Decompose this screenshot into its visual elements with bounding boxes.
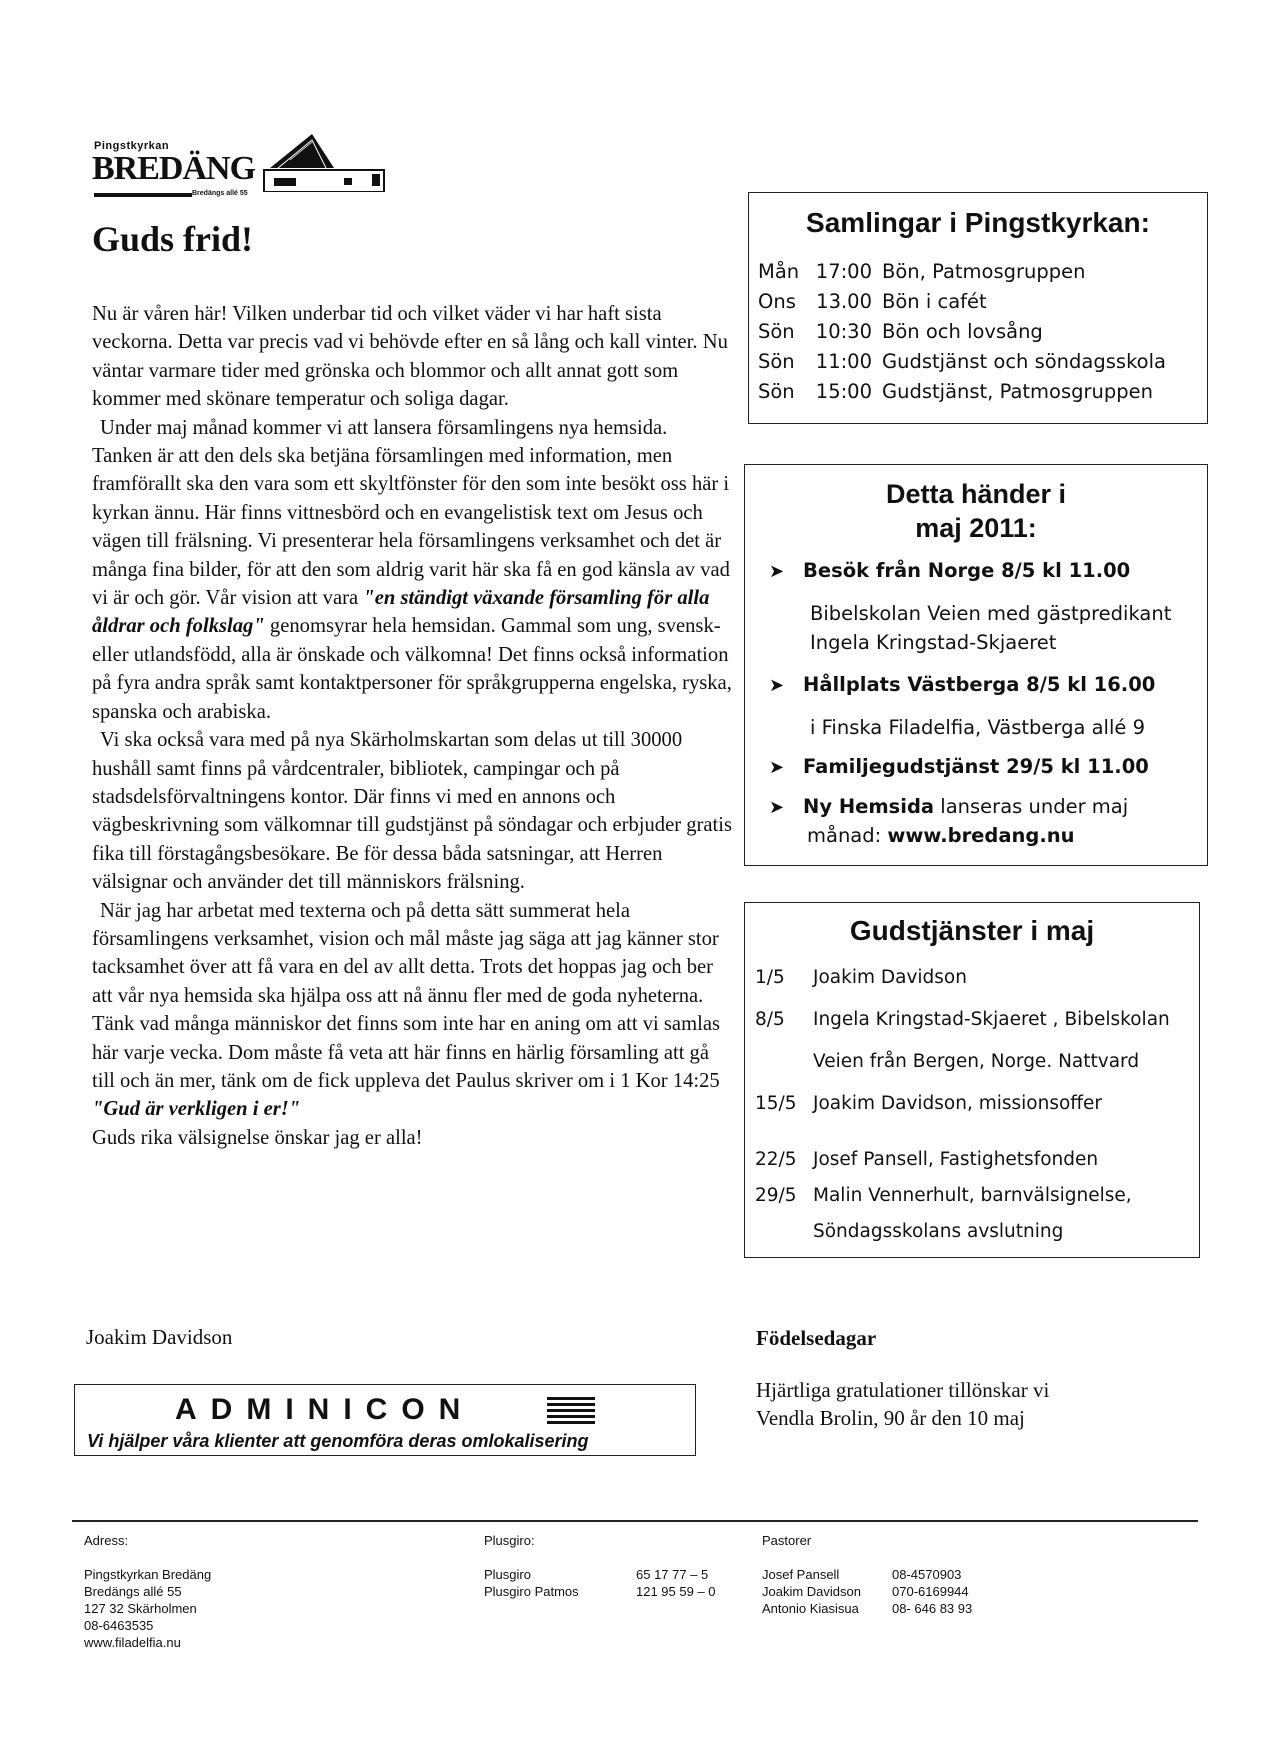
- arrow-right-icon: ➤: [769, 675, 785, 696]
- samlingar-title: Samlingar i Pingstkyrkan:: [806, 207, 1150, 238]
- arrow-right-icon: ➤: [769, 797, 785, 818]
- list-item: 1/5 Joakim Davidson: [755, 967, 967, 988]
- list-item: 8/5 Ingela Kringstad-Skjaeret , Bibelskolan: [755, 1009, 1170, 1030]
- list-item: Plusgiro 65 17 77 – 5: [484, 1567, 709, 1582]
- church-logo: [92, 128, 392, 206]
- list-item: Sön 10:30 Bön och lovsång: [758, 320, 1043, 343]
- arrow-right-icon: ➤: [769, 561, 785, 582]
- events-box: [744, 464, 1208, 866]
- logo-big-text: BREDÄNG: [92, 150, 256, 187]
- birthdays-title: Födelsedagar: [756, 1326, 877, 1350]
- letter-paragraph-4: När jag har arbetat med texterna och på detta sätt summerat hela församlingens verksamhet, vision och mål måste jag säga att jag känner stor tacksamhet över att få vara en del av allt detta. Trots det hoppas jag och ber att vår nya hemsida ska hjälpa oss att nå ännu fler med de goda nyheterna. Tänk vad många människor det finns som inte har en aning om att vi samlas här varje vecka. Dom måste få veta att här finns en härlig församling att gå till och än mer, tänk om de fick uppleva det Paulus skriver om i 1 Kor 14:25 "Gud är verkligen i er!": [92, 899, 720, 1121]
- list-item: Mån 17:00 Bön, Patmosgruppen: [758, 260, 1086, 283]
- list-item: 29/5 Malin Vennerhult, barnvälsignelse,: [755, 1185, 1132, 1206]
- list-item: Sön 15:00 Gudstjänst, Patmosgruppen: [758, 380, 1154, 403]
- logo-address: Bredängs allé 55: [192, 190, 248, 197]
- list-item: Plusgiro Patmos 121 95 59 – 0: [484, 1584, 716, 1599]
- footer-plusgiro: Plusgiro: Plusgiro 65 17 77 – 5 Plusgiro Patmos 121 95 59 – 0: [484, 1533, 716, 1599]
- events-title: Detta händer i maj 2011:: [885, 479, 1067, 543]
- birthdays-text: Hjärtliga gratulationer tillönskar vi Vendla Brolin, 90 år den 10 maj: [756, 1378, 1050, 1430]
- list-item: Antonio Kiasisua 08- 646 83 93: [762, 1601, 973, 1616]
- event-description: Bibelskolan Veien med gästpredikant Ingela Kringstad-Skjaeret: [810, 602, 1172, 654]
- vision-quote: "en ständigt växande församling för alla åldrar och folkslag": [92, 587, 710, 638]
- letter-body: [92, 300, 732, 1152]
- letter-paragraph-2: Under maj månad kommer vi att lansera församlingens nya hemsida. Tanken är att den dels ska betjäna församlingen med information, men framförallt ska den vara som ett skyltfönster för den som inte besökt oss här i kyrkan ännu. Här finns vittnesbörd och en evangelistisk text om Jesus och vägen till frälsning. Vi presenterar hela församlingens verksamhet och det är många fina bilder, för att den som aldrig varit här ska få en god känsla av vad vi är och gör. Vår vision att vara "en ständigt växande församling för alla åldrar och folkslag" genomsyrar hela hemsidan. Gammal som ung, svensk- eller utlandsfödd, alla är önskade och välkomna! Det finns också information på fyra andra språk samt kontaktpersoner för språkgrupperna engelska, ryska, spanska och arabiska.: [92, 416, 732, 723]
- bible-quote: "Gud är verkligen i er!": [92, 1098, 301, 1121]
- gudstjanster-box: [744, 902, 1200, 1258]
- list-item: Sön 11:00 Gudstjänst och söndagsskola: [758, 350, 1166, 373]
- event-description: i Finska Filadelfia, Västberga allé 9: [810, 716, 1145, 739]
- footer-address: Adress: Pingstkyrkan Bredäng Bredängs allé 55 127 32 Skärholmen 08-6463535 www.filadelfia.nu: [84, 1533, 212, 1650]
- footer-divider: [72, 1520, 1198, 1522]
- ad-tagline: Vi hjälper våra klienter att genomföra deras omlokalisering: [87, 1431, 589, 1451]
- list-item: Josef Pansell 08-4570903: [762, 1567, 962, 1582]
- website-link: www.bredang.nu: [887, 824, 1075, 847]
- page-title: Guds frid!: [92, 219, 254, 259]
- letter-paragraph-1: Nu är våren här! Vilken underbar tid och vilket väder vi har haft sista veckorna. Detta var precis vad vi behövde efter en så lång och kall vinter. Nu väntar varmare tider med grönska och blommor och allt annat gott som kommer med skönare temperatur och soliga dagar.: [92, 303, 728, 411]
- list-item: 22/5 Josef Pansell, Fastighetsfonden: [755, 1149, 1099, 1170]
- samlingar-box: [748, 192, 1208, 424]
- gudstjanster-title: Gudstjänster i maj: [849, 915, 1095, 946]
- samlingar-list: [758, 257, 1207, 407]
- logo-small-text: Pingstkyrkan: [94, 140, 170, 152]
- arrow-right-icon: ➤: [769, 757, 785, 778]
- list-item: 15/5 Joakim Davidson, missionsoffer: [755, 1093, 1103, 1114]
- letter-signature: Joakim Davidson: [86, 1325, 233, 1349]
- event-item: ➤ Familjegudstjänst 29/5 kl 11.00: [769, 753, 1189, 782]
- list-item: Ons 13.00 Bön i cafét: [758, 290, 987, 313]
- letter-paragraph-5: Guds rika välsignelse önskar jag er alla!: [92, 1126, 423, 1149]
- event-item: ➤ Besök från Norge 8/5 kl 11.00: [769, 557, 1189, 586]
- event-item: ➤ Ny Hemsida lanseras under maj månad: www.bredang.nu: [769, 795, 1129, 847]
- adminicon-ad: [74, 1384, 696, 1456]
- ad-lines-icon: [547, 1397, 595, 1427]
- logo-bar: [94, 193, 192, 197]
- event-item: ➤ Hållplats Västberga 8/5 kl 16.00: [769, 671, 1189, 700]
- footer-pastorer: Pastorer Josef Pansell 08-4570903 Joakim Davidson 070-6169944 Antonio Kiasisua 08- 646 83 93: [762, 1533, 973, 1616]
- list-item: Joakim Davidson 070-6169944: [762, 1584, 969, 1599]
- list-item: Söndagsskolans avslutning: [813, 1221, 1064, 1242]
- ad-brand-name: ADMINICON: [175, 1393, 475, 1426]
- list-item: Veien från Bergen, Norge. Nattvard: [813, 1051, 1140, 1072]
- church-building-icon: [260, 130, 390, 192]
- letter-paragraph-3: Vi ska också vara med på nya Skärholmskartan som delas ut till 30000 hushåll samt finns på vårdcentraler, bibliotek, campingar och på stadsdelsförvaltningens kontor. Där finns vi med en annons och vägbeskrivning som välkomnar till gudstjänst på söndagar och erbjuder gratis fika till förstagångsbesökare. Be för dessa båda satsningar, att Herren välsignar och använder det till människors frälsning.: [92, 729, 732, 894]
